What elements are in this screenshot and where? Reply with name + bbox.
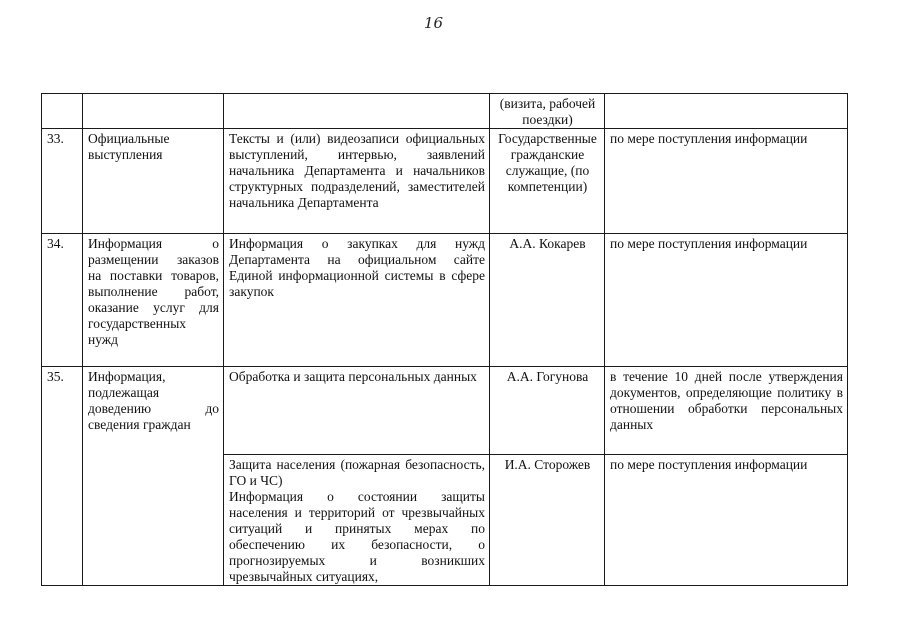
table-row (42, 94, 848, 129)
category-cell (83, 94, 224, 129)
content-cell (224, 455, 490, 586)
content-text: Информация о состоянии защиты населения и территорий от чрезвычайных ситуаций и принятых мерах по обеспечению их безопасности, о прогнозируемых и возникших чрезвычайных ситуациях, (229, 489, 485, 584)
row-number: 34. (42, 234, 83, 367)
category-cell: Информация, подлежащая доведению до сведения граждан (83, 367, 224, 586)
content-cell: Обработка и защита персональных данных (224, 367, 490, 455)
responsible-cell: А.А. Гогунова (490, 367, 605, 455)
content-cell: Тексты и (или) видеозаписи официальных выступлений, интервью, заявлений начальника Департамента и начальников структурных подразделений, заместителей начальника Департамента (224, 129, 490, 234)
responsible-cell: И.А. Сторожев (490, 455, 605, 586)
content-cell: Информация о закупках для нужд Департамента на официальном сайте Единой информационной системы в сфере закупок (224, 234, 490, 367)
responsible-cell: (визита, рабочей поездки) (490, 94, 605, 129)
plan-table (41, 93, 848, 586)
content-cell (224, 94, 490, 129)
period-cell: по мере поступления информации (605, 129, 848, 234)
table-row (42, 129, 848, 234)
table-row (42, 367, 848, 455)
responsible-cell: Государственные гражданские служащие, (по компетенции) (490, 129, 605, 234)
period-cell: по мере поступления информации (605, 234, 848, 367)
category-cell: Официальные выступления (83, 129, 224, 234)
table-row (42, 234, 848, 367)
period-cell: в течение 10 дней после утверждения документов, определяющие политику в отношении обработки персональных данных (605, 367, 848, 455)
row-number: 35. (42, 367, 83, 586)
responsible-cell: А.А. Кокарев (490, 234, 605, 367)
category-cell: Информация о размещении заказов на поставки товаров, выполнение работ, оказание услуг для государственных нужд (83, 234, 224, 367)
period-cell: по мере поступления информации (605, 455, 848, 586)
period-cell (605, 94, 848, 129)
content-title: Защита населения (пожарная безопасность, ГО и ЧС) (229, 457, 485, 488)
row-number: 33. (42, 129, 83, 234)
num-cell (42, 94, 83, 129)
page-number: 16 (424, 14, 444, 32)
